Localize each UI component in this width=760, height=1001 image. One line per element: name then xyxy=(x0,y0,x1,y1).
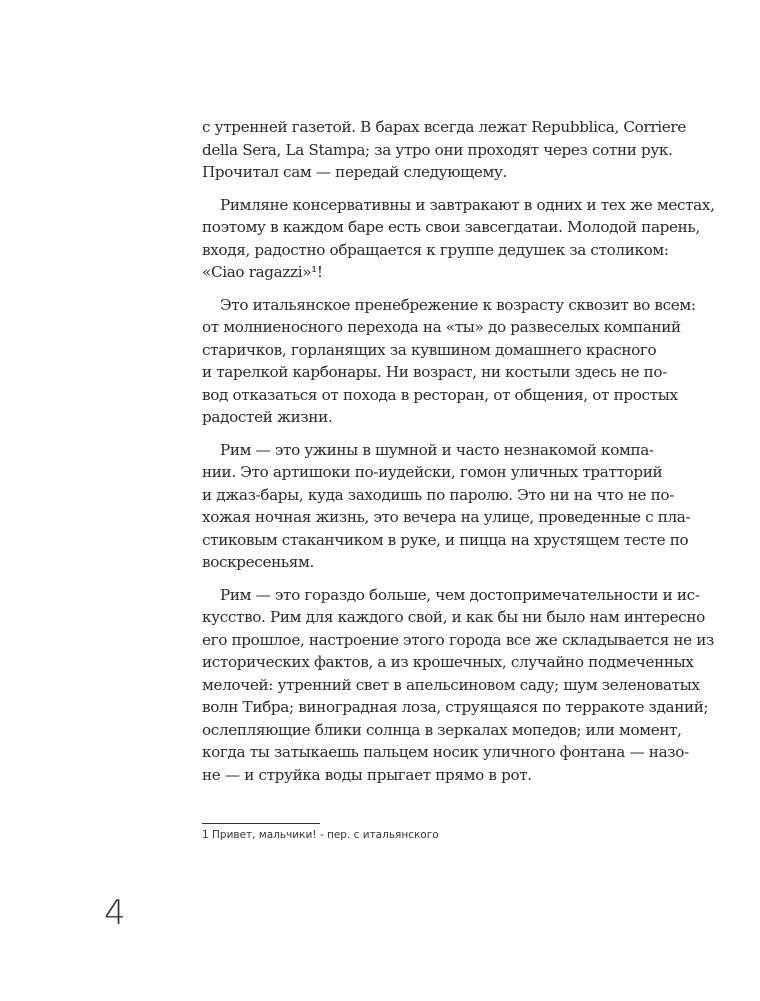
footnote-divider xyxy=(202,823,320,824)
body-text xyxy=(202,116,715,796)
text-line: «Ciao ragazzi»¹! xyxy=(202,263,323,281)
text-line: стиковым стаканчиком в руке, и пицца на хрустящем тесте по xyxy=(202,530,689,549)
text-line: ослепляющие блики солнца в зеркалах мопедов; или момент, xyxy=(202,720,682,739)
text-line: Римляне консервативны и завтракают в одних и тех же местах, xyxy=(220,195,715,214)
text-line: и тарелкой карбонары. Ни возраст, ни костыли здесь не по- xyxy=(202,363,667,381)
text-line: входя, радостно обращается к группе дедушек за столиком: xyxy=(202,240,669,259)
text-line: Прочитал сам — передай следующему. xyxy=(202,163,508,181)
text-line: с утренней газетой. В барах всегда лежат Repubblica, Corriere xyxy=(202,118,686,136)
text-line: Рим — это ужины в шумной и часто незнакомой компа- xyxy=(220,440,654,459)
text-line: воскресеньям. xyxy=(202,553,314,571)
paragraph xyxy=(202,584,714,787)
text-line: и джаз-бары, куда заходишь по паролю. Это ни на что не по- xyxy=(202,485,674,504)
text-line: когда ты затыкаешь пальцем носик уличного фонтана — назо- xyxy=(202,743,689,761)
footnote: 1 Привет, мальчики! - пер. с итальянского xyxy=(202,829,439,841)
text-line: кусство. Рим для каждого свой, и как бы ни было нам интересно xyxy=(202,608,705,626)
paragraph xyxy=(202,294,696,429)
text-line: не — и струйка воды прыгает прямо в рот. xyxy=(202,765,532,784)
text-line: поэтому в каждом баре есть свои завсегдатаи. Молодой парень, xyxy=(202,218,700,236)
paragraph xyxy=(202,439,691,574)
text-line: Рим — это гораздо больше, чем достопримечательности и ис- xyxy=(220,585,700,604)
text-line: радостей жизни. xyxy=(202,408,333,426)
text-line: нии. Это артишоки по-иудейски, гомон уличных тратторий xyxy=(202,463,663,481)
text-line: его прошлое, настроение этого города все же складывается не из xyxy=(202,630,714,649)
text-line: от молниеносного перехода на «ты» до развеселых компаний xyxy=(202,318,681,336)
page-number: 4 xyxy=(104,893,126,933)
paragraph xyxy=(202,116,686,184)
text-line: мелочей: утренний свет в апельсиновом саду; шум зеленоватых xyxy=(202,675,700,694)
text-line: Это итальянское пренебрежение к возрасту сквозит во всем: xyxy=(220,295,696,314)
text-line: волн Тибра; виноградная лоза, струящаяся по терракоте зданий; xyxy=(202,698,709,716)
text-line: исторических фактов, а из крошечных, случайно подмеченных xyxy=(202,653,694,671)
text-line: вод отказаться от похода в ресторан, от общения, от простых xyxy=(202,385,678,404)
text-line: хожая ночная жизнь, это вечера на улице, проведенные с пла- xyxy=(202,508,691,526)
text-line: старичков, горланящих за кувшином домашнего красного xyxy=(202,340,657,359)
paragraph xyxy=(202,194,715,284)
text-line: della Sera, La Stampa; за утро они проходят через сотни рук. xyxy=(202,140,673,159)
